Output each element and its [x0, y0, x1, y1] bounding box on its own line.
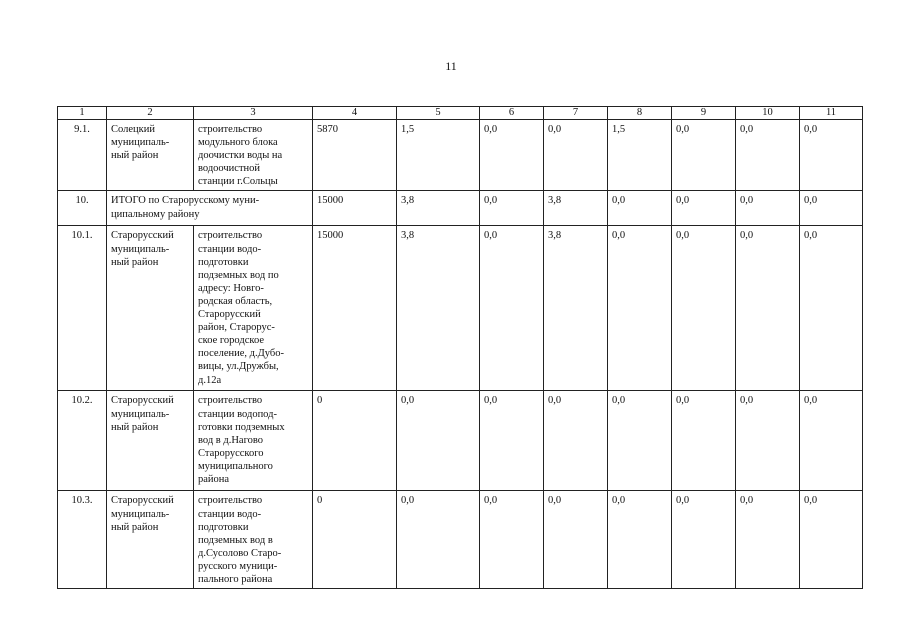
table-cell: 3,8: [544, 226, 608, 391]
table-cell: 0,0: [544, 491, 608, 589]
project-description: строительство модульного блока доочистки воды на водоочистной станции г.Сольцы: [194, 120, 313, 191]
table-cell: 15000: [313, 191, 397, 226]
row-number: 10.3.: [58, 491, 107, 589]
district-name: Старорусский муниципаль- ный район: [107, 491, 194, 589]
table-cell: 0,0: [480, 191, 544, 226]
table-cell: 0,0: [608, 491, 672, 589]
budget-table: [57, 106, 863, 589]
column-number: 1: [58, 107, 107, 120]
table-cell: 0,0: [480, 120, 544, 191]
project-description: строительство станции водо- подготовки подземных вод в д.Сусолово Старо- русского муници- пального района: [194, 491, 313, 589]
table-cell: 0: [313, 491, 397, 589]
column-number: 6: [480, 107, 544, 120]
table-cell: 0,0: [480, 226, 544, 391]
page-number: 11: [445, 59, 457, 73]
table-cell: 0,0: [608, 391, 672, 491]
table-cell: 0,0: [397, 391, 480, 491]
table-cell: 0,0: [672, 120, 736, 191]
table-row: [58, 120, 863, 191]
table-cell: 0: [313, 391, 397, 491]
table-cell: 0,0: [672, 191, 736, 226]
table-cell: 0,0: [480, 491, 544, 589]
table-row: [58, 391, 863, 491]
row-number: 10.2.: [58, 391, 107, 491]
table-cell: 0,0: [672, 226, 736, 391]
district-name: Старорусский муниципаль- ный район: [107, 226, 194, 391]
table-cell: 0,0: [800, 226, 863, 391]
column-number: 5: [397, 107, 480, 120]
table-row: [58, 191, 863, 226]
table-cell: 0,0: [736, 226, 800, 391]
table-row: [58, 491, 863, 589]
table-cell: 0,0: [608, 226, 672, 391]
table-cell: 0,0: [800, 191, 863, 226]
project-description: строительство станции водо- подготовки подземных вод по адресу: Новго- родская область, Старорусский район, Старорус- ское городское поселение, д.Дубо- вицы, ул.Дружбы, д.12а: [194, 226, 313, 391]
table-cell: 0,0: [397, 491, 480, 589]
column-number: 3: [194, 107, 313, 120]
table-cell: 0,0: [800, 120, 863, 191]
column-number: 10: [736, 107, 800, 120]
table-cell: 0,0: [608, 191, 672, 226]
table-cell: 3,8: [397, 191, 480, 226]
district-name: Солецкий муниципаль- ный район: [107, 120, 194, 191]
table-cell: 0,0: [544, 120, 608, 191]
table-cell: 5870: [313, 120, 397, 191]
table-cell: 0,0: [800, 491, 863, 589]
table-cell: 1,5: [608, 120, 672, 191]
table-cell: 0,0: [672, 491, 736, 589]
table-cell: 3,8: [544, 191, 608, 226]
table-cell: 0,0: [800, 391, 863, 491]
table-cell: 0,0: [544, 391, 608, 491]
table-cell: 1,5: [397, 120, 480, 191]
row-number: 10.1.: [58, 226, 107, 391]
column-number-row: [58, 107, 863, 120]
column-number: 2: [107, 107, 194, 120]
project-description: строительство станции водопод- готовки подземных вод в д.Нагово Старорусского муниципального района: [194, 391, 313, 491]
district-name: Старорусский муниципаль- ный район: [107, 391, 194, 491]
table-cell: 0,0: [672, 391, 736, 491]
column-number: 11: [800, 107, 863, 120]
total-label: ИТОГО по Старорусскому муни- ципальному району: [107, 191, 313, 226]
table-cell: 0,0: [736, 120, 800, 191]
row-number: 9.1.: [58, 120, 107, 191]
table-row: [58, 226, 863, 391]
column-number: 7: [544, 107, 608, 120]
column-number: 8: [608, 107, 672, 120]
table-cell: 0,0: [736, 191, 800, 226]
table-cell: 3,8: [397, 226, 480, 391]
table-cell: 0,0: [736, 491, 800, 589]
column-number: 4: [313, 107, 397, 120]
table-cell: 0,0: [736, 391, 800, 491]
row-number: 10.: [58, 191, 107, 226]
column-number: 9: [672, 107, 736, 120]
table-cell: 15000: [313, 226, 397, 391]
table-cell: 0,0: [480, 391, 544, 491]
